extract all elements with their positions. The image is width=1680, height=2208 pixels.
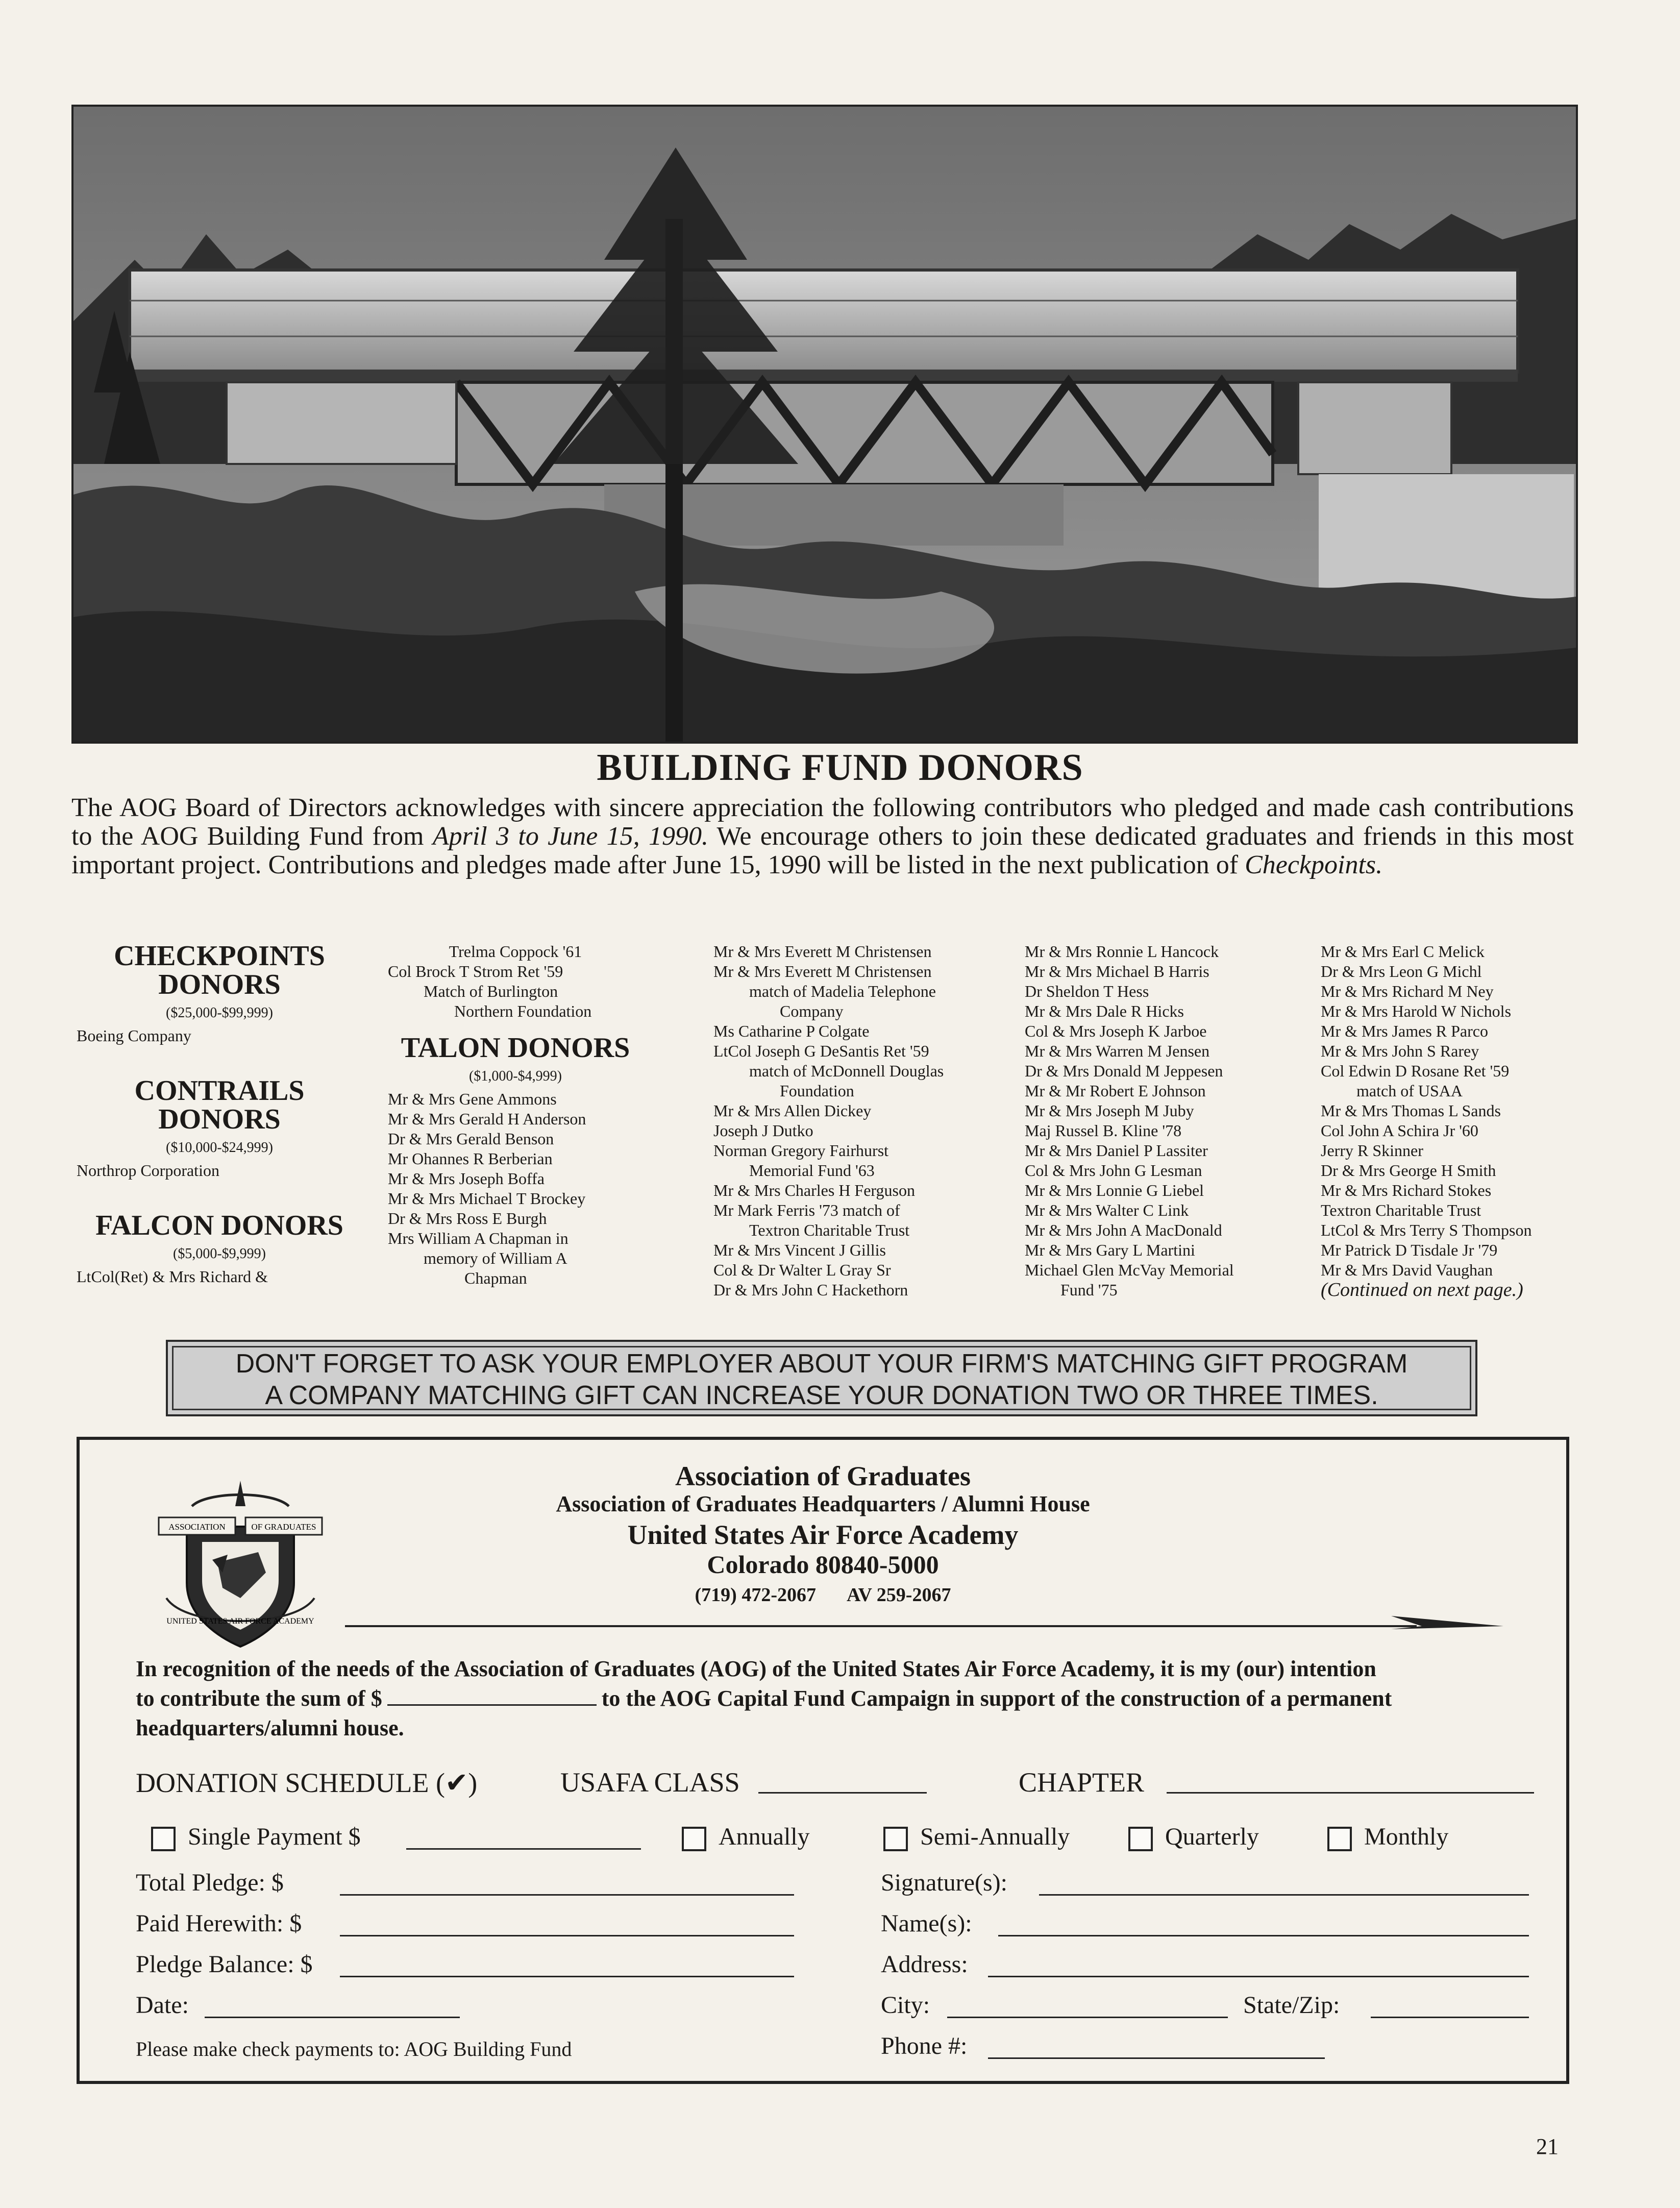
- donor-name: Dr & Mrs Donald M Jeppesen: [1025, 1062, 1223, 1080]
- donor-column-5: [1321, 942, 1596, 1300]
- donor-name: Memorial Fund '63: [749, 1161, 875, 1180]
- donor-name: Mr & Mrs Richard Stokes: [1321, 1181, 1492, 1199]
- semi-annually-option[interactable]: [883, 1823, 1070, 1851]
- address-label: Address:: [881, 1951, 968, 1978]
- donor-name: Foundation: [780, 1082, 854, 1100]
- address-field[interactable]: [988, 1976, 1529, 1977]
- chapter-field[interactable]: [1167, 1792, 1534, 1794]
- paid-herewith-label: Paid Herewith: $: [136, 1910, 302, 1937]
- donor-name: Mr & Mrs Ronnie L Hancock: [1025, 942, 1219, 961]
- form-city: Colorado 80840-5000: [707, 1550, 939, 1579]
- checkpoints-range: ($25,000-$99,999): [166, 1005, 273, 1021]
- donor-name: Mr & Mrs Charles H Ferguson: [713, 1181, 915, 1199]
- pledge-line-3: headquarters/alumni house.: [136, 1715, 404, 1740]
- donor-name: Textron Charitable Trust: [1321, 1201, 1481, 1219]
- donor-name: Mr & Mrs Everett M Christensen: [713, 962, 932, 980]
- donor-name: Dr & Mrs Gerald Benson: [388, 1130, 554, 1148]
- total-pledge-label: Total Pledge: $: [136, 1869, 284, 1896]
- donor-name: Jerry R Skinner: [1321, 1141, 1423, 1160]
- donor-name: Mr & Mrs Thomas L Sands: [1321, 1101, 1501, 1120]
- donor-name: Northrop Corporation: [77, 1161, 219, 1180]
- donor-name: Mr & Mrs Allen Dickey: [713, 1101, 872, 1120]
- signature-label: Signature(s):: [881, 1869, 1007, 1896]
- arrow-line-icon: [345, 1611, 1503, 1631]
- continued-note: (Continued on next page.): [1321, 1279, 1523, 1301]
- donor-name: Maj Russel B. Kline '78: [1025, 1121, 1182, 1140]
- donor-name: Mr Ohannes R Berberian: [388, 1149, 553, 1168]
- donation-schedule-label: DONATION SCHEDULE (✔): [136, 1768, 478, 1798]
- contrails-range: ($10,000-$24,999): [166, 1140, 273, 1156]
- monthly-checkbox[interactable]: [1327, 1827, 1352, 1851]
- pledge-balance-label: Pledge Balance: $: [136, 1951, 313, 1978]
- donor-name: Mr & Mrs Gerald H Anderson: [388, 1110, 586, 1128]
- single-payment-label: Single Payment $: [188, 1823, 361, 1850]
- donor-name: Trelma Coppock '61: [449, 942, 582, 961]
- donor-name: Col & Dr Walter L Gray Sr: [713, 1261, 891, 1279]
- donor-name: Col & Mrs John G Lesman: [1025, 1161, 1202, 1180]
- donor-name: match of McDonnell Douglas: [749, 1062, 944, 1080]
- intro-text-2: We encourage others to join these dedicated graduates and friends in this most important project. Contributions and pledges made after June 15, 1990 will be listed in the next publication of: [71, 822, 1574, 879]
- quarterly-label: Quarterly: [1165, 1823, 1259, 1850]
- donor-column-2: [388, 942, 643, 1288]
- monthly-option[interactable]: [1327, 1823, 1448, 1851]
- donor-name: Mr & Mrs Gene Ammons: [388, 1090, 557, 1108]
- donor-name: Mr & Mrs Daniel P Lassiter: [1025, 1141, 1208, 1160]
- donor-column-1: [77, 942, 362, 1287]
- single-payment-option[interactable]: [151, 1823, 361, 1851]
- annually-label: Annually: [719, 1823, 810, 1850]
- donor-name: Mr & Mrs Dale R Hicks: [1025, 1002, 1184, 1020]
- donor-name: Mr & Mrs Richard M Ney: [1321, 982, 1494, 1000]
- donor-name: Mr & Mrs David Vaughan: [1321, 1261, 1493, 1279]
- donor-name: Joseph J Dutko: [713, 1121, 813, 1140]
- donor-name: Mr & Mrs Warren M Jensen: [1025, 1042, 1210, 1060]
- donor-name: Mr & Mrs John A MacDonald: [1025, 1221, 1222, 1239]
- total-pledge-field[interactable]: [340, 1894, 794, 1896]
- donor-name: Michael Glen McVay Memorial: [1025, 1261, 1234, 1279]
- donor-name: Mr & Mrs Walter C Link: [1025, 1201, 1189, 1219]
- phone-field[interactable]: [988, 2057, 1325, 2059]
- donor-name: Mr & Mrs Michael B Harris: [1025, 962, 1209, 980]
- donor-name: Mr & Mrs Joseph Boffa: [388, 1169, 545, 1188]
- donor-name: Mrs William A Chapman in: [388, 1229, 569, 1247]
- donor-name: match of USAA: [1356, 1082, 1463, 1100]
- donor-name: Ms Catharine P Colgate: [713, 1022, 870, 1040]
- donor-name: Dr & Mrs George H Smith: [1321, 1161, 1496, 1180]
- names-label: Name(s):: [881, 1910, 972, 1937]
- donor-name: Mr & Mrs Lonnie G Liebel: [1025, 1181, 1204, 1199]
- checkpoints-heading: CHECKPOINTS: [114, 940, 325, 972]
- falcon-heading: FALCON DONORS: [95, 1210, 343, 1241]
- donor-name: Boeing Company: [77, 1026, 191, 1045]
- annually-checkbox[interactable]: [682, 1827, 706, 1851]
- donor-name: memory of William A: [424, 1249, 567, 1267]
- donor-name: Col & Mrs Joseph K Jarboe: [1025, 1022, 1207, 1040]
- donor-name: Mr & Mrs Everett M Christensen: [713, 942, 932, 961]
- talon-range: ($1,000-$4,999): [469, 1068, 562, 1084]
- pledge-campaign-text: to the AOG Capital Fund Campaign in support of the construction of a permanent: [601, 1686, 1392, 1711]
- building-rendering-image: [71, 105, 1578, 744]
- semi-annually-checkbox[interactable]: [883, 1827, 908, 1851]
- page-number: 21: [1536, 2134, 1559, 2159]
- pledge-balance-field[interactable]: [340, 1976, 794, 1977]
- donor-name: Norman Gregory Fairhurst: [713, 1141, 889, 1160]
- donor-name: LtCol Joseph G DeSantis Ret '59: [713, 1042, 929, 1060]
- semi-annually-label: Semi-Annually: [920, 1823, 1070, 1850]
- usafa-class-field[interactable]: [758, 1792, 927, 1794]
- donor-name: Mr & Mrs Vincent J Gillis: [713, 1241, 886, 1259]
- annually-option[interactable]: [682, 1823, 810, 1851]
- donor-name: Col Brock T Strom Ret '59: [388, 962, 563, 980]
- donor-name: Mr & Mrs Michael T Brockey: [388, 1189, 586, 1208]
- donor-name: Mr & Mrs James R Parco: [1321, 1022, 1488, 1040]
- donor-name: Dr & Mrs Ross E Burgh: [388, 1209, 547, 1228]
- donor-name: Mr & Mrs John S Rarey: [1321, 1042, 1479, 1060]
- donor-name: Col John A Schira Jr '60: [1321, 1121, 1478, 1140]
- donor-name: Fund '75: [1060, 1281, 1118, 1299]
- single-payment-field[interactable]: [406, 1848, 641, 1850]
- donor-name: Dr & Mrs John C Hackethorn: [713, 1281, 908, 1299]
- talon-heading: TALON DONORS: [401, 1032, 630, 1064]
- donor-name: Mr & Mrs Harold W Nichols: [1321, 1002, 1512, 1020]
- banner-line-2: A COMPANY MATCHING GIFT CAN INCREASE YOUR DONATION TWO OR THREE TIMES.: [265, 1381, 1378, 1410]
- form-phone-line: [80, 1584, 1566, 1606]
- donor-name: Mr & Mrs Joseph M Juby: [1025, 1101, 1194, 1120]
- contrails-heading-2: DONORS: [158, 1103, 281, 1135]
- donor-name: Company: [780, 1002, 844, 1020]
- form-phone: (719) 472-2067: [695, 1584, 816, 1606]
- banner-line-1: DON'T FORGET TO ASK YOUR EMPLOYER ABOUT YOUR FIRM'S MATCHING GIFT PROGRAM: [235, 1349, 1408, 1379]
- intro-paragraph: [71, 794, 1574, 879]
- form-hq: Association of Graduates Headquarters / Alumni House: [556, 1491, 1090, 1516]
- donor-name: Mr Patrick D Tisdale Jr '79: [1321, 1241, 1498, 1259]
- form-academy: United States Air Force Academy: [627, 1519, 1019, 1550]
- city-field[interactable]: [947, 2017, 1228, 2018]
- donor-column-4: [1025, 942, 1311, 1300]
- donor-name: Match of Burlington: [424, 982, 558, 1000]
- seal-text-bottom: UNITED STATES AIR FORCE ACADEMY: [166, 1617, 314, 1626]
- donor-column-3: [713, 942, 999, 1300]
- pledge-form: [77, 1437, 1569, 2084]
- seal-text-right: OF GRADUATES: [251, 1522, 316, 1532]
- quarterly-option[interactable]: [1128, 1823, 1259, 1851]
- paid-herewith-field[interactable]: [340, 1935, 794, 1936]
- donor-name: Mr Mark Ferris '73 match of: [713, 1201, 900, 1219]
- donor-name: Textron Charitable Trust: [749, 1221, 910, 1239]
- date-field[interactable]: [205, 2017, 460, 2018]
- usafa-class-label: USAFA CLASS: [560, 1767, 740, 1798]
- intro-publication: Checkpoints.: [1245, 850, 1383, 879]
- pledge-sum-label: to contribute the sum of $: [136, 1686, 382, 1711]
- donor-name: Chapman: [464, 1269, 527, 1287]
- seal-text-left: ASSOCIATION: [168, 1522, 226, 1532]
- page-title: BUILDING FUND DONORS: [597, 747, 1083, 789]
- signature-field[interactable]: [1039, 1894, 1529, 1896]
- pledge-line-1: In recognition of the needs of the Association of Graduates (AOG) of the United States Air Force Academy, it is my (our) intention: [136, 1656, 1376, 1681]
- single-payment-checkbox[interactable]: [151, 1827, 176, 1851]
- monthly-label: Monthly: [1364, 1823, 1449, 1850]
- state-zip-label: State/Zip:: [1243, 1992, 1340, 2019]
- intro-text-1: The AOG Board of Directors acknowledges with sincere appreciation the following contributors who pledged and made cash contributions to the AOG Building Fund from: [71, 793, 1574, 851]
- contrails-heading: CONTRAILS: [134, 1075, 305, 1107]
- date-label: Date:: [136, 1992, 189, 2019]
- donor-name: LtCol & Mrs Terry S Thompson: [1321, 1221, 1532, 1239]
- city-label: City:: [881, 1992, 930, 2019]
- donor-name: Northern Foundation: [454, 1002, 592, 1020]
- donor-name: LtCol(Ret) & Mrs Richard &: [77, 1267, 268, 1286]
- donor-name: Col Edwin D Rosane Ret '59: [1321, 1062, 1510, 1080]
- pledge-statement: [136, 1654, 1392, 1743]
- form-av: AV 259-2067: [847, 1584, 951, 1606]
- pledge-line-2: [136, 1684, 1392, 1713]
- donor-name: Mr & Mr Robert E Johnson: [1025, 1082, 1206, 1100]
- names-field[interactable]: [998, 1935, 1529, 1936]
- form-org: Association of Graduates: [675, 1461, 971, 1491]
- intro-dates: April 3 to June 15, 1990.: [432, 822, 708, 851]
- state-zip-field[interactable]: [1371, 2017, 1529, 2018]
- donor-name: Mr & Mrs Earl C Melick: [1321, 942, 1485, 961]
- falcon-range: ($5,000-$9,999): [173, 1246, 266, 1262]
- phone-label: Phone #:: [881, 2032, 968, 2059]
- donor-name: match of Madelia Telephone: [749, 982, 936, 1000]
- checkpoints-heading-2: DONORS: [158, 969, 281, 1000]
- donor-name: Mr & Mrs Gary L Martini: [1025, 1241, 1195, 1259]
- donor-name: Dr & Mrs Leon G Michl: [1321, 962, 1482, 980]
- chapter-label: CHAPTER: [1019, 1767, 1145, 1798]
- pledge-sum-field[interactable]: [387, 1704, 597, 1706]
- quarterly-checkbox[interactable]: [1128, 1827, 1153, 1851]
- donor-name: Dr Sheldon T Hess: [1025, 982, 1149, 1000]
- matching-gift-banner: [166, 1340, 1477, 1416]
- payment-instruction: Please make check payments to: AOG Building Fund: [136, 2038, 572, 2060]
